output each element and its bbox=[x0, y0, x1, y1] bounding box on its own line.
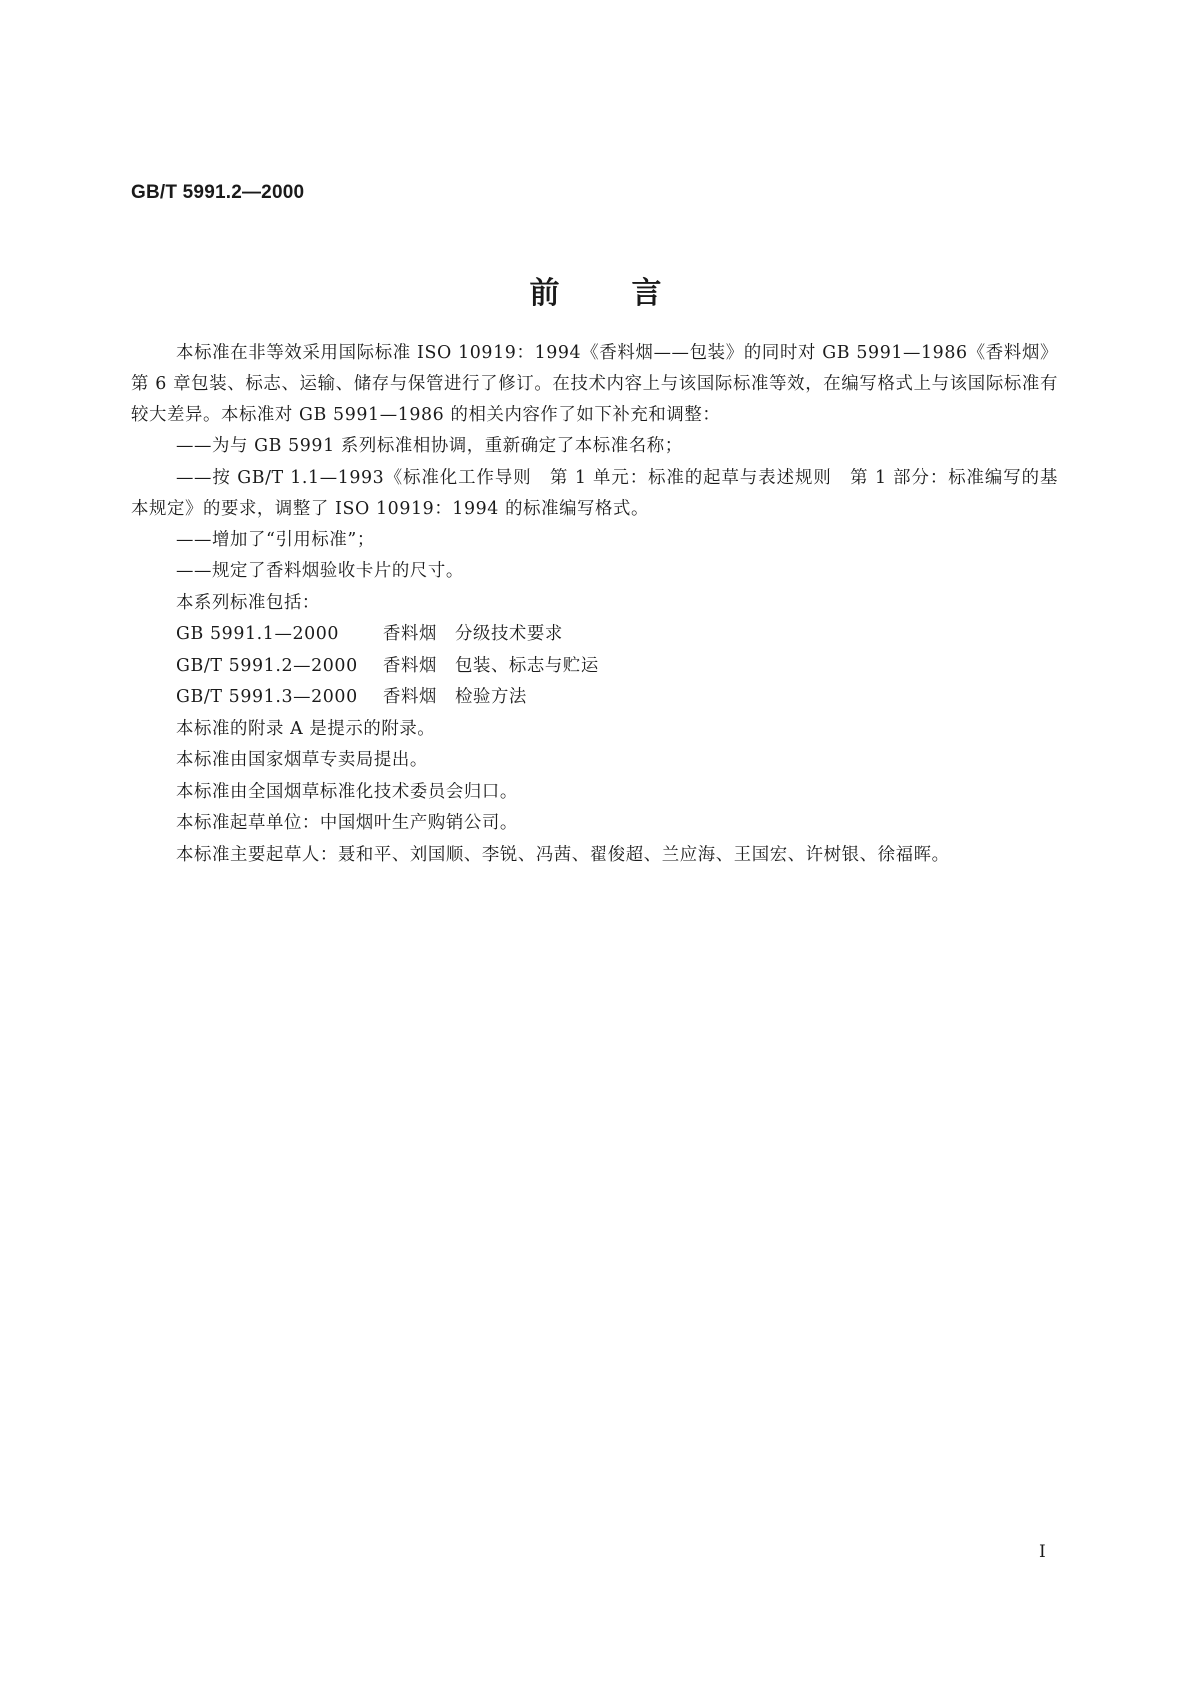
series-entry bbox=[131, 619, 1058, 651]
list-item: ——为与 GB 5991 系列标准相协调，重新确定了本标准名称； bbox=[176, 436, 683, 456]
series-code: GB/T 5991.3—2000 bbox=[176, 687, 358, 707]
appendix-note: 本标准的附录 A 是提示的附录。 bbox=[176, 718, 436, 739]
intro-paragraph: 本标准在非等效采用国际标准 ISO 10919：1994《香料烟——包装》的同时对 GB 5991—1986《香料烟》第 6 章包装、标志、运输、储存与保管进行了修订。在技术内容上与该国际标准等效，在编写格式上与该国际标准有较大差异。本标准对 GB 5991—1986 的相关内容作了如下补充和调整： bbox=[131, 343, 1058, 425]
proposer-note: 本标准由国家烟草专卖局提出。 bbox=[176, 750, 428, 770]
foreword-body bbox=[131, 338, 1058, 871]
centralized-note: 本标准由全国烟草标准化技术委员会归口。 bbox=[176, 781, 518, 802]
series-code: GB/T 5991.2—2000 bbox=[176, 655, 358, 676]
page-title: 前言 bbox=[529, 276, 734, 311]
list-item: ——按 GB/T 1.1—1993《标准化工作导则 第 1 单元：标准的起草与表述规则 第 1 部分：标准编写的基本规定》的要求，调整了 ISO 10919：1994 的标准编写格式。 bbox=[131, 467, 1058, 519]
page-number: I bbox=[1039, 1542, 1046, 1562]
list-item: ——增加了“引用标准”； bbox=[176, 529, 375, 550]
document-id: GB/T 5991.2—2000 bbox=[131, 182, 305, 203]
list-item: ——规定了香料烟验收卡片的尺寸。 bbox=[176, 561, 464, 581]
drafters-note: 本标准主要起草人：聂和平、刘国顺、李锐、冯茜、翟俊超、兰应海、王国宏、许树银、徐福晖。 bbox=[176, 844, 950, 865]
series-intro: 本系列标准包括： bbox=[176, 592, 320, 613]
series-code: GB 5991.1—2000 bbox=[176, 624, 340, 644]
series-title: 香料烟 分级技术要求 bbox=[383, 624, 563, 644]
series-title: 香料烟 包装、标志与贮运 bbox=[383, 655, 599, 676]
drafting-unit-note: 本标准起草单位：中国烟叶生产购销公司。 bbox=[176, 813, 518, 833]
series-entry bbox=[131, 651, 1058, 683]
series-entry bbox=[131, 682, 1058, 714]
series-title: 香料烟 检验方法 bbox=[383, 687, 527, 707]
